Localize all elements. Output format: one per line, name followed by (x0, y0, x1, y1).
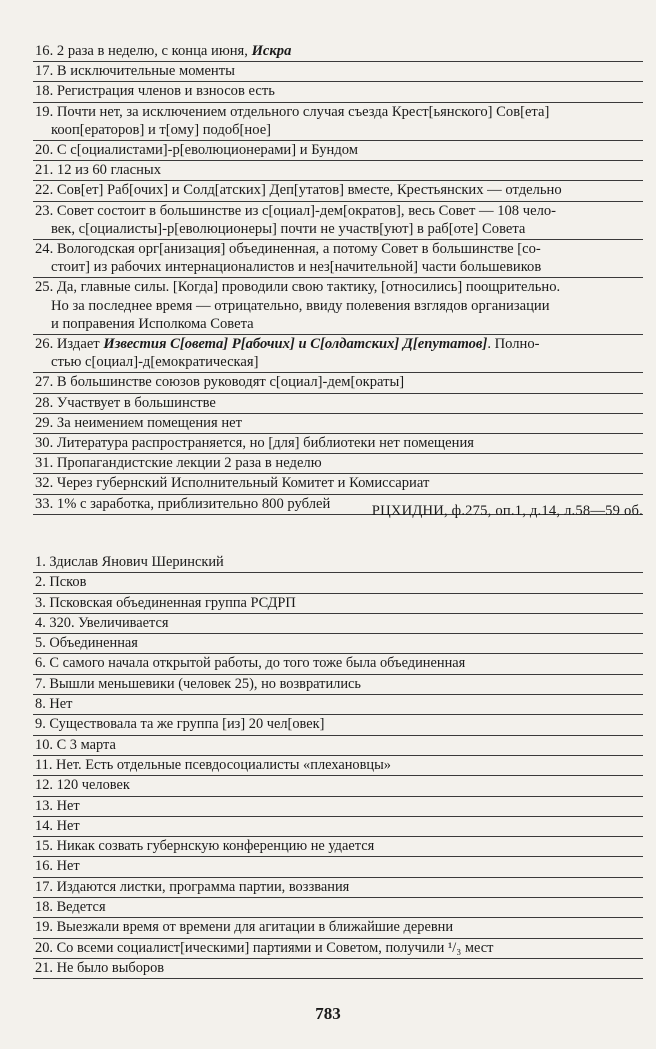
list-item: 19. Выезжали время от времени для агитации в ближайшие деревни (33, 918, 643, 938)
list-item: 21. 12 из 60 гласных (33, 161, 643, 181)
list-item: 23. Совет состоит в большинстве из с[оциал]-дем[ократов], весь Совет — 108 чело- век, с[оциалисты]-р[еволюционеры] почти не участв[уют] в раб[оте] Совета (33, 202, 643, 240)
list-item: 15. Никак созвать губернскую конференцию не удается (33, 837, 643, 857)
list-item: 24. Вологодская орг[анизация] объединенная, а потому Совет в большинстве [со- стоит] из рабочих интернационалистов и нез[начительной] части большевиков (33, 240, 643, 278)
page-number: 783 (315, 1004, 341, 1023)
list-item: 11. Нет. Есть отдельные псевдосоциалисты «плехановцы» (33, 756, 643, 776)
list-item: 16. 2 раза в неделю, с конца июня, Искра (33, 42, 643, 62)
list-item: 17. В исключительные моменты (33, 62, 643, 82)
list-item: 28. Участвует в большинстве (33, 394, 643, 414)
list-item: 30. Литература распространяется, но [для] библиотеки нет помещения (33, 434, 643, 454)
list-item: 1. Здислав Янович Шеринский (33, 553, 643, 573)
list-item: 21. Не было выборов (33, 959, 643, 979)
list-item: 7. Вышли меньшевики (человек 25), но возвратились (33, 675, 643, 695)
list-item: 2. Псков (33, 573, 643, 593)
list-item: 4. 320. Увеличивается (33, 614, 643, 634)
list-item: 31. Пропагандистские лекции 2 раза в неделю (33, 454, 643, 474)
list-item: 9. Существовала та же группа [из] 20 чел[овек] (33, 715, 643, 735)
answers-list-1 (33, 42, 643, 515)
list-item: 19. Почти нет, за исключением отдельного случая съезда Крест[ьянского] Сов[ета] кооп[ераторов] и т[ому] подоб[ное] (33, 103, 643, 141)
list-item: 18. Ведется (33, 898, 643, 918)
list-item: 14. Нет (33, 817, 643, 837)
list-item: 18. Регистрация членов и взносов есть (33, 82, 643, 102)
list-item: 16. Нет (33, 857, 643, 877)
answers-list-2 (33, 553, 643, 979)
list-item: 27. В большинстве союзов руководят с[оциал]-дем[ократы] (33, 373, 643, 393)
list-item: 17. Издаются листки, программа партии, воззвания (33, 878, 643, 898)
list-item: 33. 1% с заработка, приблизительно 800 рублей (33, 495, 643, 515)
list-item: 3. Псковская объединенная группа РСДРП (33, 594, 643, 614)
list-item: 20. С с[оциалистами]-р[еволюционерами] и Бундом (33, 141, 643, 161)
list-item: 25. Да, главные силы. [Когда] проводили свою тактику, [относились] поощрительно. Но за последнее время — отрицательно, ввиду полевения взглядов организации и поправения Исполкома Совета (33, 278, 643, 335)
list-item: 12. 120 человек (33, 776, 643, 796)
archive-source: РЦХИДНИ, ф.275, оп.1, д.14, л.58—59 об. (371, 503, 643, 519)
list-item: 26. Издает Известия С[овета] Р[абочих] и С[олдатских] Д[епутатов]. Полно- стью с[оциал]-д[емократическая] (33, 335, 643, 373)
list-item: 32. Через губернский Исполнительный Комитет и Комиссариат (33, 474, 643, 494)
list-item: 8. Нет (33, 695, 643, 715)
list-item: 6. С самого начала открытой работы, до того тоже была объединенная (33, 654, 643, 674)
list-item: 29. За неимением помещения нет (33, 414, 643, 434)
list-item: 13. Нет (33, 797, 643, 817)
list-item: 10. С 3 марта (33, 736, 643, 756)
list-item: 22. Сов[ет] Раб[очих] и Солд[атских] Деп[утатов] вместе, Крестьянских — отдельно (33, 181, 643, 201)
list-item: 5. Объединенная (33, 634, 643, 654)
list-item: 20. Со всеми социалист[ическими] партиями и Советом, получили ¹/₃ мест (33, 939, 643, 959)
